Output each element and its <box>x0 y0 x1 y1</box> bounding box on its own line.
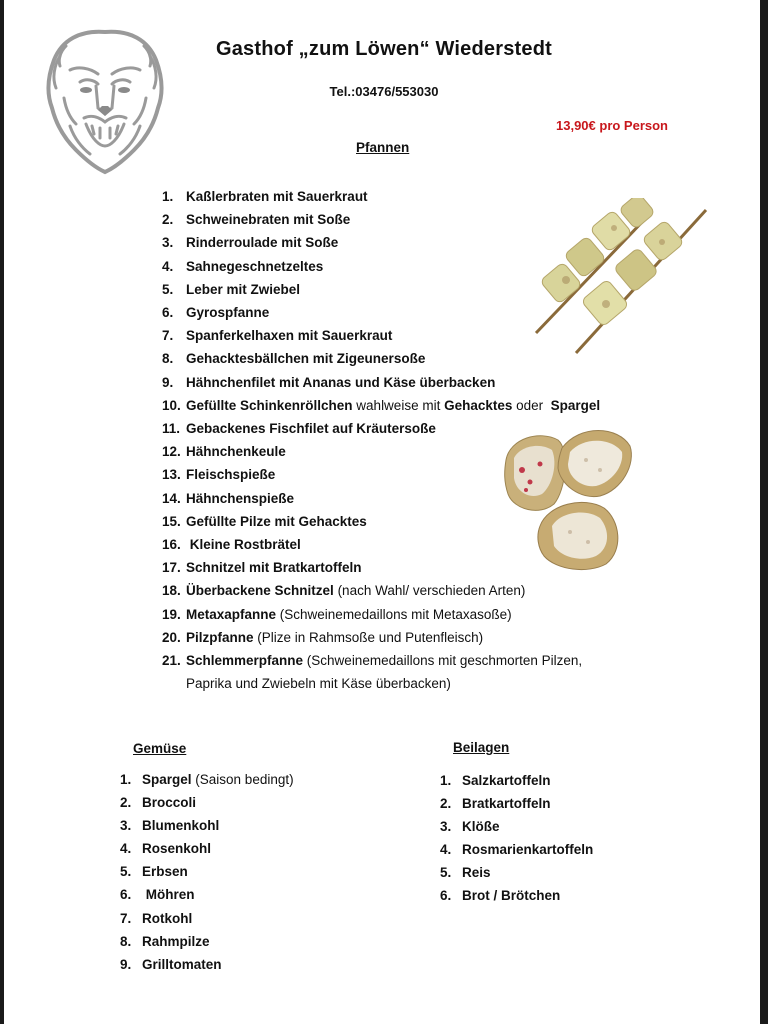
list-item: 3. Rinderroulade mit Soße <box>162 235 339 251</box>
section-title-gemuese: Gemüse <box>133 741 187 756</box>
section-title-pfannen: Pfannen <box>356 140 410 155</box>
list-item: 1. Kaßlerbraten mit Sauerkraut <box>162 189 368 204</box>
price-per-person: 13,90€ pro Person <box>556 118 668 133</box>
list-item: 1. Spargel (Saison bedingt) <box>120 772 294 787</box>
list-item: 7. Spanferkelhaxen mit Sauerkraut <box>162 328 393 344</box>
list-item: 5. Leber mit Zwiebel <box>162 281 301 297</box>
skewer-photo <box>526 198 716 358</box>
list-item: 2. Broccoli <box>120 795 197 811</box>
list-item: 14. Hähnchenspieße <box>162 490 295 506</box>
section-title-beilagen: Beilagen <box>453 740 510 755</box>
list-item: 8. Rahmpilze <box>120 933 210 949</box>
list-item: 2. Schweinebraten mit Soße <box>162 212 351 228</box>
list-item: 4. Rosmarienkartoffeln <box>440 842 594 858</box>
phone-number: Tel.:03476/553030 <box>329 84 439 99</box>
list-item: 3. Blumenkohl <box>120 818 220 834</box>
list-item: 5. Reis <box>440 865 491 881</box>
page-title: Gasthof „zum Löwen“ Wiederstedt <box>215 38 553 60</box>
list-item: 18. Überbackene Schnitzel (nach Wahl/ verschieden Arten) <box>162 583 526 599</box>
gemuese-list <box>120 768 294 976</box>
list-item: 4. Rosenkohl <box>120 841 212 857</box>
list-item: 12. Hähnchenkeule <box>162 444 286 460</box>
list-item: 15. Gefüllte Pilze mit Gehacktes <box>162 513 367 529</box>
list-item: 11. Gebackenes Fischfilet auf Kräutersoße <box>162 421 436 437</box>
list-item: 16. Kleine Rostbrätel <box>162 537 301 553</box>
list-item: 6. Brot / Brötchen <box>440 888 561 904</box>
list-item: 2. Bratkartoffeln <box>440 796 551 812</box>
list-item: 4. Sahnegeschnetzeltes <box>162 258 324 274</box>
list-item: 19. Metaxapfanne (Schweinemedaillons mit Metaxasoße) <box>162 606 512 622</box>
list-item-continuation: Paprika und Zwiebeln mit Käse überbacken) <box>186 676 451 692</box>
list-item: 6. Gyrospfanne <box>162 305 270 321</box>
list-item: 9. Grilltomaten <box>120 956 222 972</box>
beilagen-list <box>440 769 593 908</box>
list-item: 17. Schnitzel mit Bratkartoffeln <box>162 560 362 576</box>
list-item: 20. Pilzpfanne (Plize in Rahmsoße und Putenfleisch) <box>162 629 484 645</box>
list-item: 8. Gehacktesbällchen mit Zigeunersoße <box>162 351 426 367</box>
list-item: 5. Erbsen <box>120 864 188 880</box>
list-item: 6. Möhren <box>120 887 195 903</box>
list-item: 21. Schlemmerpfanne (Schweinemedaillons mit geschmorten Pilzen, <box>162 653 583 669</box>
stuffed-potato-photo <box>500 420 640 575</box>
list-item: 13. Fleischspieße <box>162 467 276 483</box>
list-item: 9. Hähnchenfilet mit Ananas und Käse überbacken <box>162 374 496 390</box>
list-item: 7. Rotkohl <box>120 910 193 926</box>
list-item: 10. Gefüllte Schinkenröllchen wahlweise mit Gehacktes oder Spargel <box>162 397 601 413</box>
list-item: 1. Salzkartoffeln <box>440 773 551 788</box>
list-item: 3. Klöße <box>440 819 500 835</box>
